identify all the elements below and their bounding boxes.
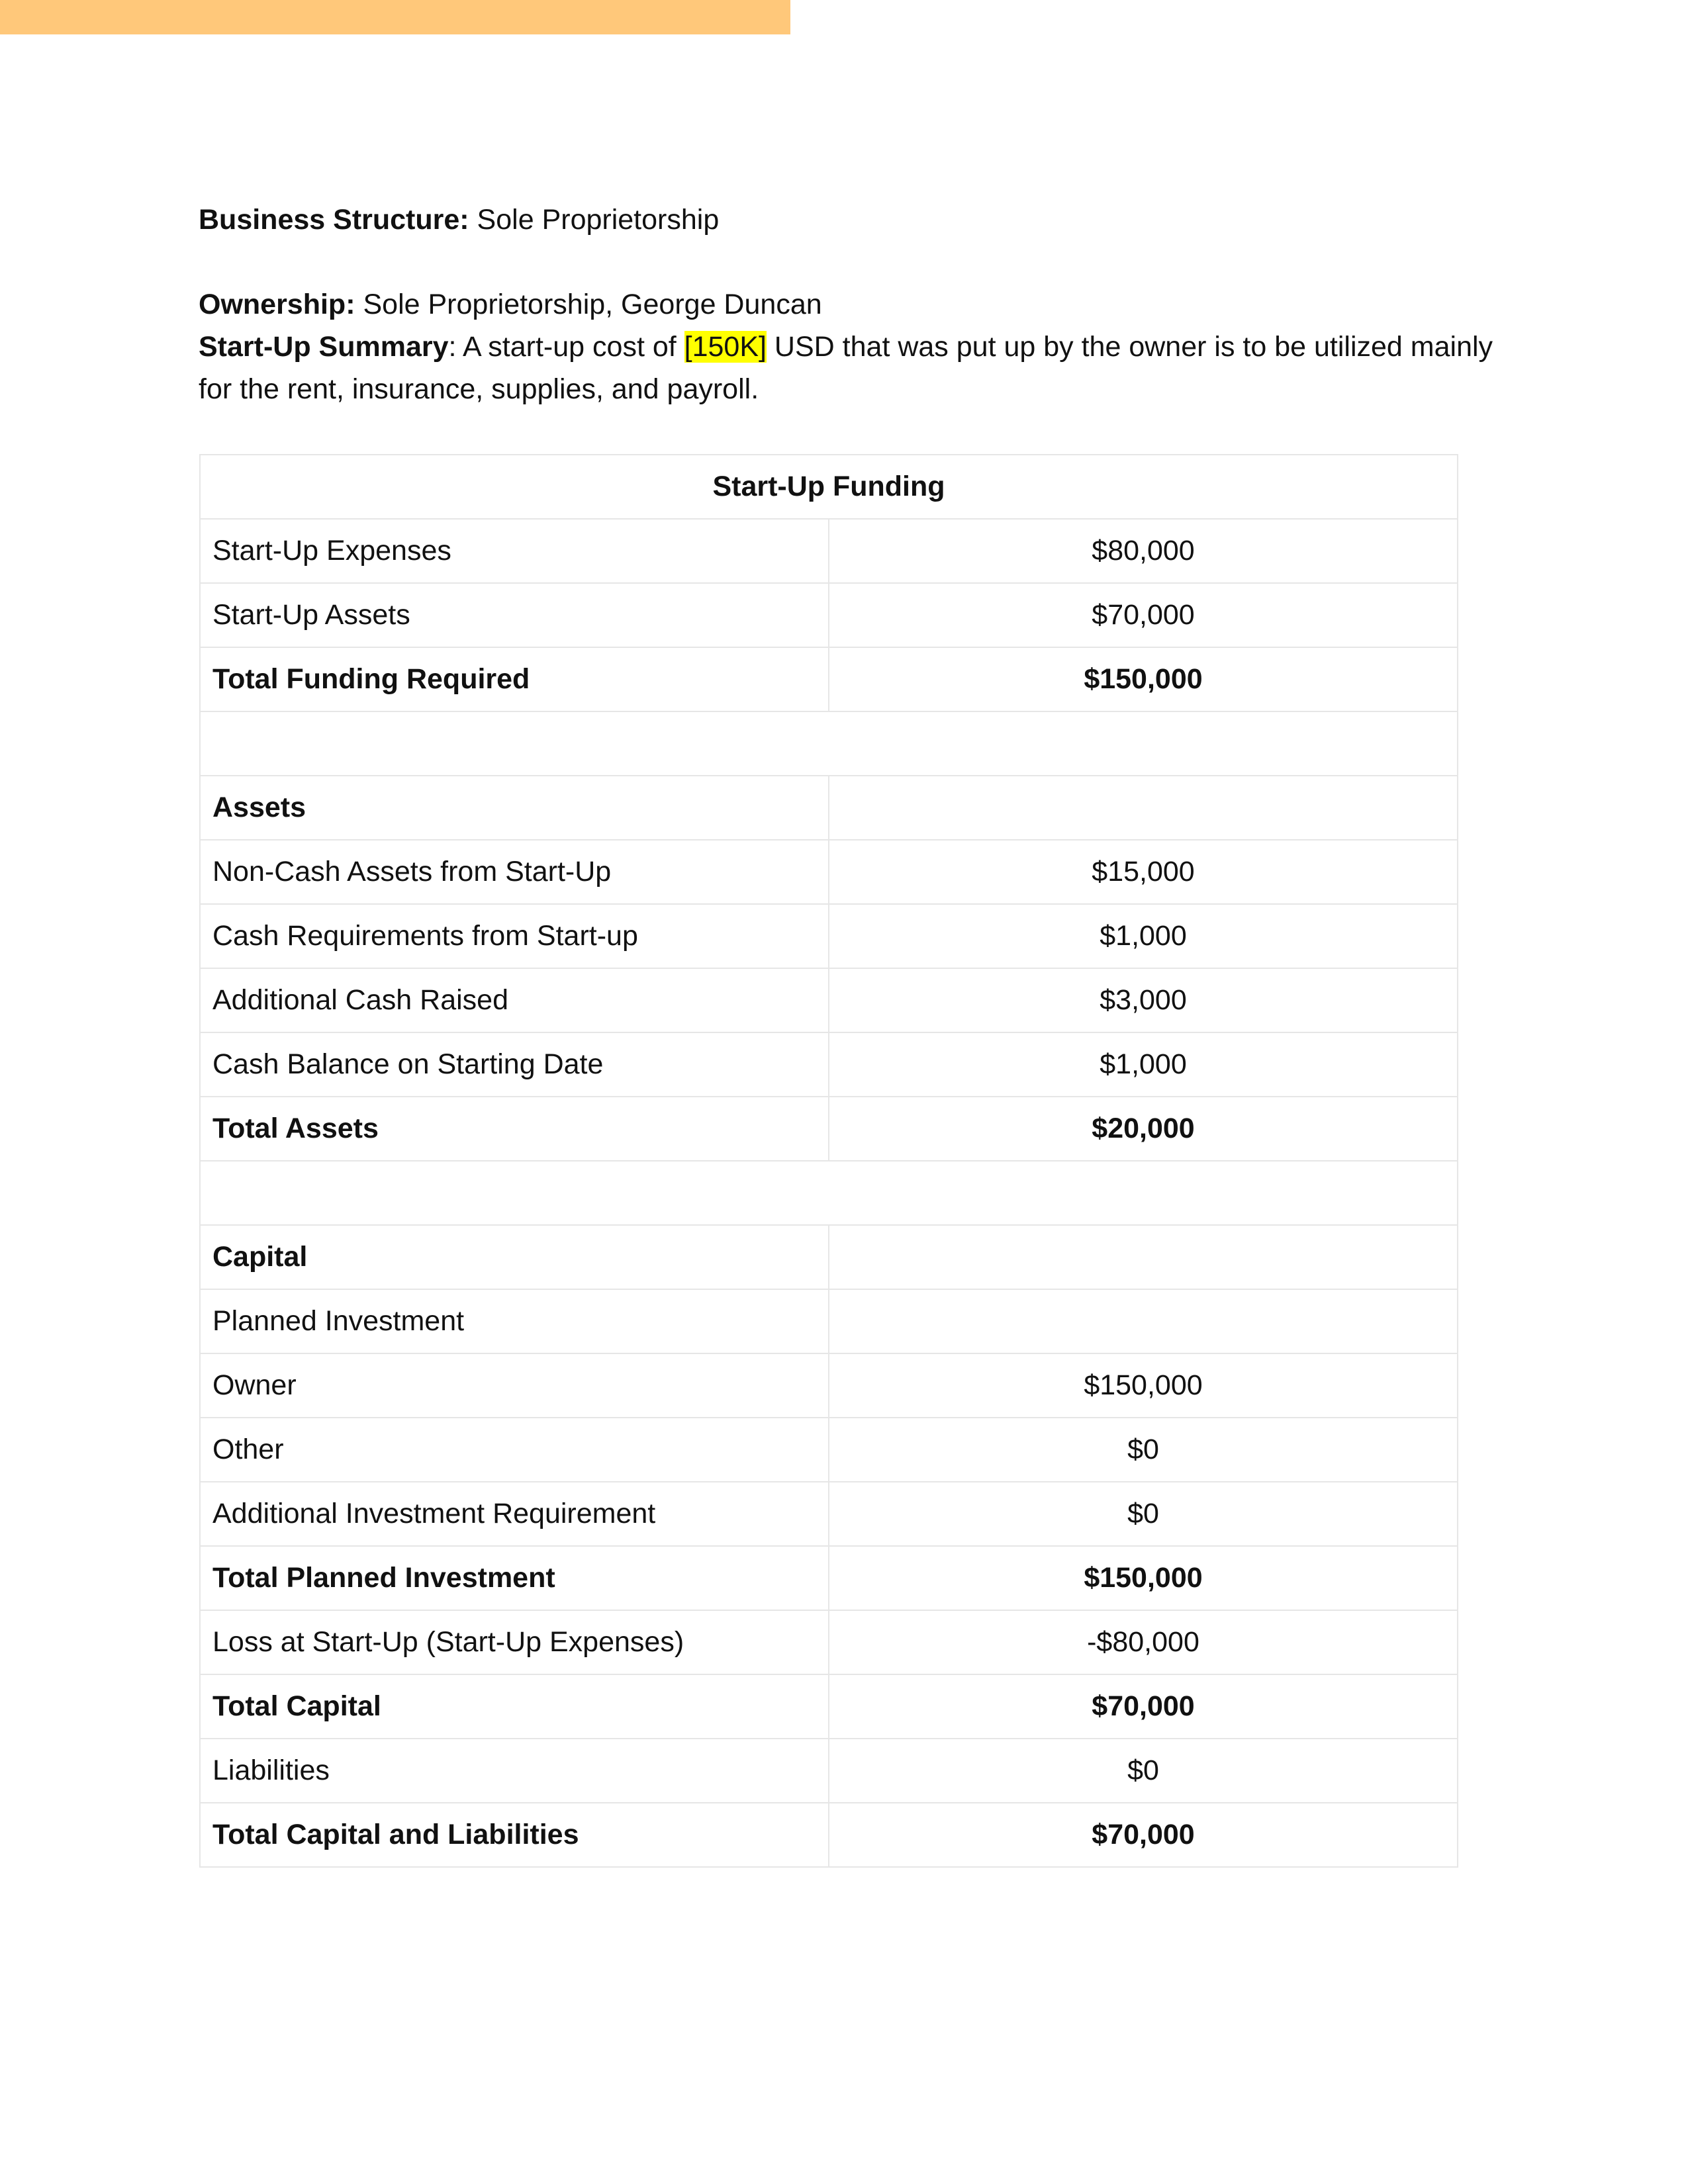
row-label: Total Capital (200, 1674, 829, 1739)
row-label: Cash Balance on Starting Date (200, 1032, 829, 1097)
table-row (200, 1097, 1458, 1161)
table-row (200, 1353, 1458, 1418)
table-title: Start-Up Funding (200, 455, 1458, 519)
row-value: $150,000 (829, 1353, 1458, 1418)
table-row (200, 1032, 1458, 1097)
table-row (200, 840, 1458, 904)
row-label: Planned Investment (200, 1289, 829, 1353)
table-spacer-cell (200, 1161, 1458, 1225)
row-value: -$80,000 (829, 1610, 1458, 1674)
ownership-label: Ownership: (199, 289, 355, 320)
row-value: $3,000 (829, 968, 1458, 1032)
business-structure-label: Business Structure: (199, 204, 469, 236)
startup-summary-paragraph (199, 326, 1509, 410)
row-value: $70,000 (829, 583, 1458, 647)
ownership-value: Sole Proprietorship, George Duncan (355, 289, 822, 320)
table-spacer-row (200, 1161, 1458, 1225)
startup-cost-highlight: [150K] (684, 331, 767, 363)
table-row (200, 647, 1458, 711)
table-row (200, 1225, 1458, 1289)
table-row (200, 1546, 1458, 1610)
table-row (200, 1289, 1458, 1353)
table-row (200, 519, 1458, 583)
row-label: Loss at Start-Up (Start-Up Expenses) (200, 1610, 829, 1674)
table-row (200, 904, 1458, 968)
table-row (200, 968, 1458, 1032)
row-label: Liabilities (200, 1739, 829, 1803)
header-accent-bar (0, 0, 790, 34)
document-body (199, 199, 1509, 410)
row-label: Start-Up Assets (200, 583, 829, 647)
row-value: $150,000 (829, 1546, 1458, 1610)
row-value: $80,000 (829, 519, 1458, 583)
row-value: $20,000 (829, 1097, 1458, 1161)
row-label: Non-Cash Assets from Start-Up (200, 840, 829, 904)
row-label: Total Capital and Liabilities (200, 1803, 829, 1867)
startup-funding-table (199, 454, 1458, 1868)
row-label: Capital (200, 1225, 829, 1289)
row-value: $150,000 (829, 647, 1458, 711)
table-row (200, 1610, 1458, 1674)
row-value: $1,000 (829, 1032, 1458, 1097)
table-row (200, 1739, 1458, 1803)
table-row (200, 776, 1458, 840)
startup-summary-label: Start-Up Summary (199, 331, 449, 363)
table-title-row (200, 455, 1458, 519)
row-value: $0 (829, 1739, 1458, 1803)
row-value: $15,000 (829, 840, 1458, 904)
row-label: Owner (200, 1353, 829, 1418)
row-label: Total Planned Investment (200, 1546, 829, 1610)
row-value: $1,000 (829, 904, 1458, 968)
row-label: Other (200, 1418, 829, 1482)
row-value: $0 (829, 1482, 1458, 1546)
row-value: $70,000 (829, 1674, 1458, 1739)
row-label: Total Funding Required (200, 647, 829, 711)
row-value (829, 776, 1458, 840)
table-row (200, 583, 1458, 647)
table-row (200, 1418, 1458, 1482)
row-value (829, 1225, 1458, 1289)
table-spacer-cell (200, 711, 1458, 776)
row-value: $0 (829, 1418, 1458, 1482)
row-label: Additional Investment Requirement (200, 1482, 829, 1546)
business-structure-value: Sole Proprietorship (469, 204, 720, 236)
business-structure-line (199, 199, 1509, 241)
row-label: Assets (200, 776, 829, 840)
row-value: $70,000 (829, 1803, 1458, 1867)
table-row (200, 1803, 1458, 1867)
startup-summary-text-before: : A start-up cost of (448, 331, 684, 363)
table-row (200, 1482, 1458, 1546)
row-label: Additional Cash Raised (200, 968, 829, 1032)
table-row (200, 1674, 1458, 1739)
row-label: Total Assets (200, 1097, 829, 1161)
row-value (829, 1289, 1458, 1353)
table-spacer-row (200, 711, 1458, 776)
row-label: Cash Requirements from Start-up (200, 904, 829, 968)
row-label: Start-Up Expenses (200, 519, 829, 583)
startup-summary-text-after: USD that was put up by the owner is to be utilized mainly for the rent, insurance, supplies, and payroll. (199, 331, 1493, 405)
ownership-line (199, 283, 1509, 326)
